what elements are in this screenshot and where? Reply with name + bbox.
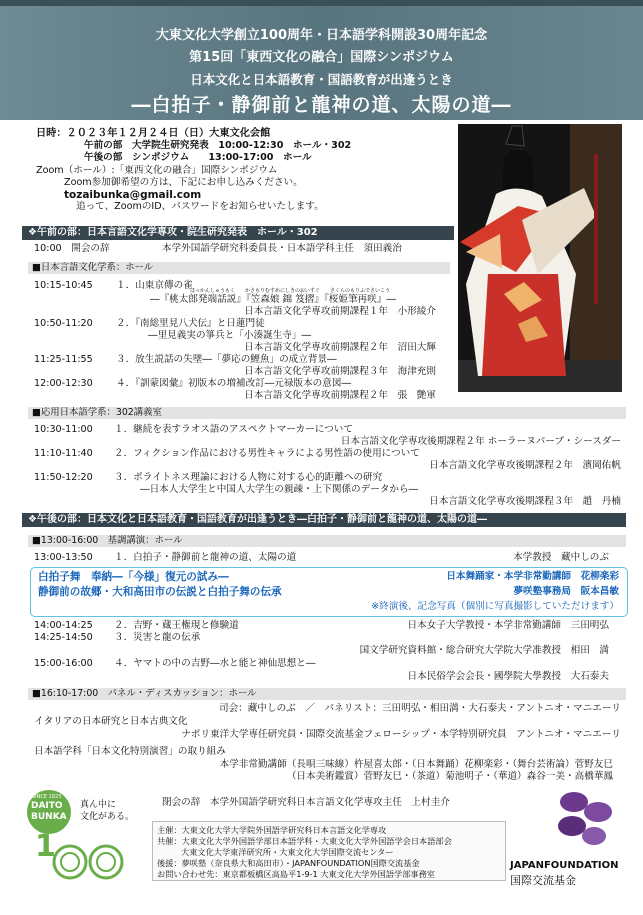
contact-email[interactable]: tozaibunka@gmail.com — [64, 189, 202, 201]
am-title-6: ２．フィクション作品における男性キャラによる男性語の使用について — [114, 448, 420, 459]
am-sub-1: ■日本言語文化学系：ホール — [28, 262, 450, 274]
am-time-3: 11:25-11:55 — [34, 354, 93, 365]
am-title-3: ３．放生説話の失墜―「夢応の鯉魚」の成立背景― — [116, 354, 337, 365]
org-line-5: お問い合わせ先：東京都板橋区高島平1-9-1 大東文化大学外国語学部事務室 — [157, 869, 435, 879]
am-title-4: ４．『訓蒙図彙』初版本の増補改訂―元禄版本の意図― — [116, 378, 352, 389]
am-time-7: 11:50-12:20 — [34, 472, 93, 483]
pm-time-3: 14:25-14:50 — [34, 632, 93, 643]
logo-slogan-1: 真ん中に — [80, 800, 117, 810]
am-subtitle-7: ―日本人大学生と中国人大学生の親疎・上下関係のデータから― — [140, 484, 419, 495]
am-presenter-6: 日本言語文化学専攻後期課程２年 濱岡佑帆 — [429, 460, 621, 471]
pm-title-3: ３．災害と龍の伝承 — [114, 632, 201, 643]
perf-title-1: 白拍子舞 奉納―「今様」復元の試み― — [38, 571, 229, 583]
org-line-3: 大東文化大学東洋研究所・大東文化大学国際交流センター — [181, 847, 394, 857]
org-line-2: 共催：大東文化大学外国語学部日本語学科・大東文化大学外国語学会日本語部会 — [157, 836, 452, 846]
logo-since: SINCE 1923 — [32, 794, 62, 800]
org-line-4: 後援：夢咲塾（奈良県大和高田市）・JAPANFOUNDATION国際交流基金 — [157, 858, 420, 868]
pm-presenter-2: 日本女子大学教授・本学非常勤講師 三田明弘 — [407, 620, 609, 631]
japan-foundation-logo — [508, 786, 628, 896]
perf-note: ※終演後、記念写真（個別に写真撮影していただけます） — [371, 601, 619, 612]
perf-performer-2: 夢咲塾事務局 阪本昌敏 — [513, 586, 619, 597]
panel-members: 司会：藏中しのぶ ／ パネリスト：三田明弘・相田満・大石泰夫・アントニオ・マニエーリ — [219, 703, 621, 714]
am-title-1: １．山東京傳の雀 — [116, 280, 193, 291]
header-title: ―白拍子・静御前と龍神の道、太陽の道― — [131, 94, 512, 116]
zoom-line-2: Zoom参加御希望の方は、下記にお申し込みください。 — [64, 177, 303, 188]
pm-presenter-4: 日本民俗学会会長・國學院大學教授 大石泰夫 — [407, 671, 609, 682]
italy-title: イタリアの日本研究と日本古典文化 — [34, 716, 188, 727]
perf-title-2: 静御前の故郷・大和高田市の伝説と白拍子舞の伝承 — [38, 586, 282, 598]
am-time-5: 10:30-11:00 — [34, 424, 93, 435]
closing-remarks: 閉会の辞 本学外国語学研究科日本言語文化学専攻主任 上村圭介 — [162, 797, 450, 808]
zoom-line-3: 追って、ZoomのID、パスワードをお知らせいたします。 — [76, 201, 324, 212]
perf-performer-1: 日本舞踊家・本学非常勤講師 花柳楽彩 — [446, 571, 619, 582]
footer-organizers — [152, 821, 506, 881]
header-banner — [0, 0, 643, 120]
italy-presenter: ナポリ東洋大学専任研究員・国際交流基金フェローシップ・本学特別研究員 アントニオ・マニエーリ — [181, 729, 621, 740]
pm-section-bar: ❖午後の部：日本文化と日本語教育・国語教育が出逢うとき―白拍子・静御前と龍神の道、太陽の道― — [22, 513, 626, 527]
header-line-1: 大東文化大学創立100周年・日本語学科開設30周年記念 — [155, 28, 488, 43]
svg-text:1: 1 — [35, 829, 56, 864]
pm-time-1: 13:00-13:50 — [34, 552, 93, 563]
special-title: 日本語学科「日本文化特別演習」の取り組み — [34, 746, 226, 757]
pm-time-2: 14:00-14:25 — [34, 620, 93, 631]
am-time-4: 12:00-12:30 — [34, 378, 93, 389]
logo-slogan-2: 文化がある。 — [80, 812, 135, 822]
special-line-1: 本学非常勤講師（長唄三味線）杵屋喜太郎・（日本舞踊）花柳楽彩・（舞台芸術論）菅野友巳 — [219, 759, 613, 770]
am-section-bar: ❖午前の部：日本言語文化学専攻・院生研究発表 ホール・302 — [22, 226, 454, 240]
pm-presenter-1: 本学教授 藏中しのぶ — [513, 552, 609, 563]
am-presenter-7: 日本言語文化学専攻後期課程３年 趙 丹楠 — [429, 496, 621, 507]
dancer-photo — [458, 124, 622, 392]
special-line-2: （日本美術鑑賞）菅野友巳・（茶道）菊池明子・（華道）森谷一美・高橋華鳳 — [286, 771, 613, 782]
pm-sub-2: ■16:10-17:00 パネル・ディスカッション：ホール — [28, 688, 626, 700]
event-date: 日時：２０２３年１２月２４日（日）大東文化会館 — [36, 128, 271, 139]
pm-sub-1: ■13:00-16:00 基調講演：ホール — [28, 535, 626, 547]
header-line-3: 日本文化と日本語教育・国語教育が出逢うとき — [190, 72, 453, 87]
pm-presenter-3: 国文学研究資料館・総合研究大学院大学准教授 相田 満 — [359, 645, 609, 656]
pm-title-4: ４．ヤマトの中の吉野―水と能と神仙思想と― — [114, 658, 316, 669]
am-ruby-1: ほっかんしゅうもく かさもりむすめにしきのおいすぐ さくらのもりふでさいこう — [190, 288, 391, 294]
am-time-6: 11:10-11:40 — [34, 448, 93, 459]
am-presenter-4: 日本言語文化学専攻前期課程２年 張 艶軍 — [244, 390, 436, 401]
org-line-1: 主催：大東文化大学大学院外国語学研究科日本言語文化学専攻 — [157, 825, 387, 835]
am-presenter-3: 日本言語文化学専攻前期課程３年 海津充則 — [244, 366, 436, 377]
pm-title-2: ２．吉野・蔵王権現と修験道 — [114, 620, 239, 631]
am-subtitle-1: ―『桃太郎発端話説』『笠森娘 錦 笈摺』『桜姫筆再咲』― — [150, 294, 396, 305]
pm-time-4: 15:00-16:00 — [34, 658, 93, 669]
am-time-2: 10:50-11:20 — [34, 318, 93, 329]
am-title-5: １．継続を表すラオス語のアスペクトマーカーについて — [114, 424, 353, 435]
jf-name-en: JAPANFOUNDATION — [510, 860, 619, 871]
am-open-desc: 本学外国語学研究科委員長・日本語学科主任 須田義治 — [162, 243, 402, 254]
am-title-2: ２．『南総里見八犬伝』と日蓮門徒 — [116, 318, 265, 329]
am-time-1: 10:15-10:45 — [34, 280, 93, 291]
am-subtitle-2: ―里見義実の箏兵と「小湊誕生寺」― — [148, 330, 312, 341]
am-presenter-2: 日本言語文化学専攻前期課程２年 沼田大輝 — [244, 342, 436, 353]
header-line-2: 第15回「東西文化の融合」国際シンポジウム — [189, 50, 454, 65]
daito-logo — [24, 786, 150, 892]
am-presenter-5: 日本言語文化学専攻後期課程２年 ホーラーヌパーブ・シースダー — [340, 436, 621, 447]
zoom-line-1: Zoom（ホール）:「東西文化の融合」国際シンポジウム — [36, 165, 278, 176]
am-schedule: 午前の部 大学院生研究発表 10:00-12:30 ホール・302 — [84, 140, 352, 151]
logo-daito: DAITO — [31, 801, 63, 811]
pm-title-1: １．白拍子・静御前と龍神の道、太陽の道 — [114, 552, 297, 563]
logo-bunka: BUNKA — [31, 812, 67, 822]
am-sub-2: ■応用日本語学系：302講義室 — [28, 407, 626, 419]
am-title-7: ３．ポライトネス理論における人物に対する心的距離への研究 — [114, 472, 383, 483]
pm-schedule: 午後の部 シンポジウム 13:00-17:00 ホール — [84, 152, 312, 163]
am-open-time: 10:00 開会の辞 — [34, 243, 110, 254]
jf-name-ja: 国際交流基金 — [510, 874, 576, 887]
am-presenter-1: 日本言語文化学専攻前期課程１年 小形綾介 — [244, 306, 436, 317]
